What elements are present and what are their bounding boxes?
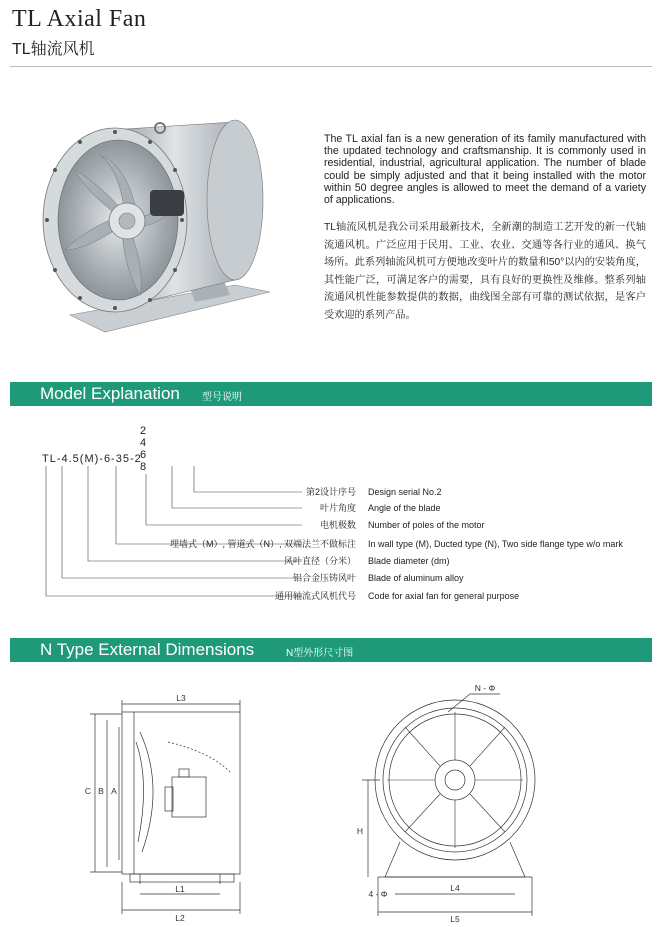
model-explanation-title: Model Explanation xyxy=(40,384,180,403)
row-cn-blade-material: 铝合金压铸风叶 xyxy=(292,573,356,583)
page-title: TL Axial Fan xyxy=(12,6,147,32)
side-view-motor xyxy=(172,777,206,817)
model-explanation-title-cn: 型号说明 xyxy=(202,392,242,403)
label-4-phi: 4 - Φ xyxy=(368,889,388,899)
pole-option-6: 6 xyxy=(140,449,148,461)
intro-text-cn: TL轴流风机是我公司采用最新技术，全新潮的制造工艺开发的新一代轴流通风机。广泛应用于民用、工业、农业、交通等各行业的通风、换气场所。此系列轴流风机可方便地改变叶片的数量和50°以内的安装角度，其性能广泛，可满足客户的需要，具有良好的更换性及维修。整系列轴流通风机性能参数提供的数据，曲线图全部有可靠的测试依据，是客户受欢迎的系列产品。 xyxy=(324,222,646,321)
row-en-blade-angle: Angle of the blade xyxy=(368,503,441,513)
label-L4: L4 xyxy=(450,883,460,893)
page-subtitle: TL轴流风机 xyxy=(12,41,95,58)
row-cn-fan-code: 通用轴流式风机代号 xyxy=(274,591,356,601)
row-en-design-serial: Design serial No.2 xyxy=(368,487,442,497)
row-en-fan-code: Code for axial fan for general purpose xyxy=(368,591,520,601)
side-view-body xyxy=(122,712,240,874)
row-en-mount-type: In wall type (M), Ducted type (N), Two side flange type w/o mark xyxy=(368,539,623,549)
label-L1: L1 xyxy=(175,884,185,894)
label-L3: L3 xyxy=(176,693,186,703)
row-en-blade-material: Blade of aluminum alloy xyxy=(368,573,464,583)
pole-option-4: 4 xyxy=(140,437,148,449)
dimension-drawings xyxy=(0,672,660,927)
header-divider xyxy=(10,66,652,67)
pole-option-8: 8 xyxy=(140,461,148,473)
pole-option-2: 2 xyxy=(140,425,148,437)
label-B: B xyxy=(98,786,104,796)
label-C: C xyxy=(84,786,92,796)
model-rows xyxy=(170,486,623,601)
fan-product-image xyxy=(30,110,290,360)
dimensions-title-cn: N型外形尺寸图 xyxy=(286,648,354,659)
row-cn-mount-type: 埋墙式（M）, 管道式（N）, 双端法兰不做标注 xyxy=(170,539,356,549)
dimensions-band xyxy=(10,638,652,662)
model-code-diagram xyxy=(0,420,660,610)
label-L2: L2 xyxy=(175,913,185,923)
row-en-poles: Number of poles of the motor xyxy=(368,520,485,530)
model-explanation-band xyxy=(10,382,652,406)
front-view-hub xyxy=(435,760,475,800)
model-code: TL-4.5(M)-6-35-2 xyxy=(42,453,142,465)
row-cn-poles: 电机极数 xyxy=(319,520,356,530)
dimensions-title: N Type External Dimensions xyxy=(40,640,255,659)
label-N-phi: N - Φ xyxy=(474,683,496,693)
row-en-blade-diameter: Blade diameter (dm) xyxy=(368,556,450,566)
row-cn-blade-angle: 叶片角度 xyxy=(319,503,356,513)
label-L5: L5 xyxy=(450,914,460,924)
row-cn-design-serial: 第2设计序号 xyxy=(305,487,356,497)
row-cn-blade-diameter: 风叶直径（分米） xyxy=(283,556,356,566)
label-A: A xyxy=(111,786,117,796)
label-H: H xyxy=(356,826,364,836)
intro-text-en: The TL axial fan is a new generation of its family manufactured with the updated technology and craftsmanship. It is commonly used in residential, industrial, agricultural application. The number of blade could be simply adjusted and that it being installed with the motor within 50 degree angles is allowed to meet the demand of a variety of applications. xyxy=(324,133,646,207)
